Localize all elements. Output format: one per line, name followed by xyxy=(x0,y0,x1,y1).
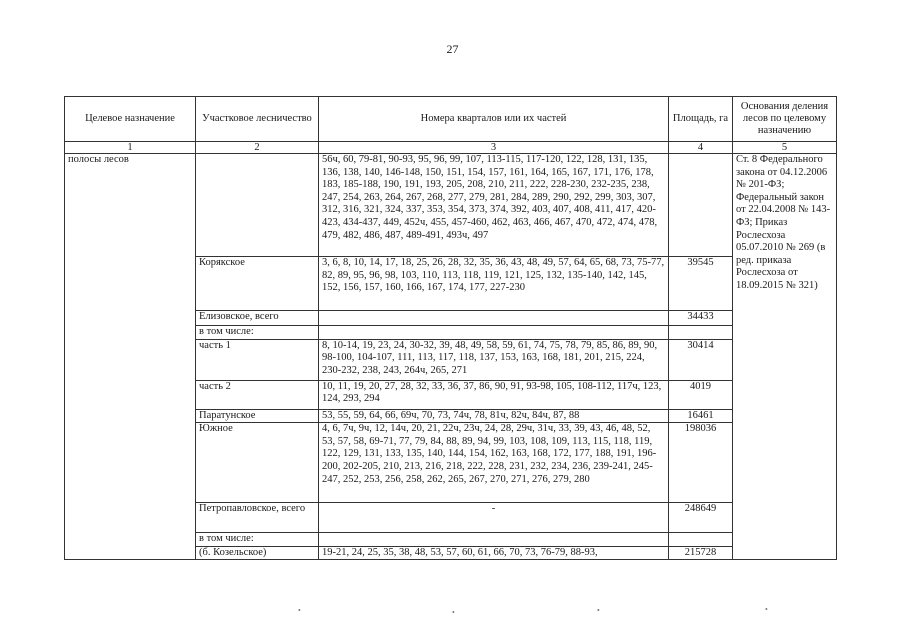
forestry-cell: часть 1 xyxy=(196,339,319,380)
area-cell: 16461 xyxy=(669,409,733,423)
column-number: 3 xyxy=(319,142,669,154)
forestry-cell xyxy=(196,154,319,257)
forestry-cell: Паратунское xyxy=(196,409,319,423)
forestry-cell: Петропавловское, всего xyxy=(196,503,319,533)
area-cell: 4019 xyxy=(669,380,733,409)
grounds-cell: Ст. 8 Федерального закона от 04.12.2006 № 201-ФЗ; Федеральный закон от 22.04.2008 № 143-ФЗ; Приказ Рослесхоза 05.07.2010 № 269 (в ред. приказа Рослесхоза от 18.09.2015 № 321) xyxy=(733,154,837,560)
forestry-cell: Южное xyxy=(196,423,319,503)
table-row xyxy=(65,154,837,257)
area-cell: 30414 xyxy=(669,339,733,380)
forestry-cell: Корякское xyxy=(196,257,319,311)
forestry-cell: часть 2 xyxy=(196,380,319,409)
column-number: 4 xyxy=(669,142,733,154)
quarters-cell: 53, 55, 59, 64, 66, 69ч, 70, 73, 74ч, 78, 81ч, 82ч, 84ч, 87, 88 xyxy=(319,409,669,423)
scan-speck: • xyxy=(597,606,600,615)
scan-speck: • xyxy=(298,606,301,615)
area-cell: 248649 xyxy=(669,503,733,533)
area-cell: 215728 xyxy=(669,546,733,560)
quarters-cell xyxy=(319,311,669,326)
area-cell xyxy=(669,326,733,340)
purpose-cell: полосы лесов xyxy=(65,154,196,560)
header-purpose: Целевое назначение xyxy=(65,97,196,142)
forestry-cell: (б. Козельское) xyxy=(196,546,319,560)
forest-quarters-table xyxy=(64,96,837,560)
page-number: 27 xyxy=(446,42,459,56)
column-number: 2 xyxy=(196,142,319,154)
column-number-row xyxy=(65,142,837,154)
area-cell xyxy=(669,154,733,257)
quarters-cell: 10, 11, 19, 20, 27, 28, 32, 33, 36, 37, 86, 90, 91, 93-98, 105, 108-112, 117ч, 123, 124, 293, 294 xyxy=(319,380,669,409)
quarters-cell: 4, 6, 7ч, 9ч, 12, 14ч, 20, 21, 22ч, 23ч, 24, 28, 29ч, 31ч, 33, 39, 43, 46, 48, 52, 53, 57, 58, 69-71, 77, 79, 84, 88, 89, 94, 99, 103, 108, 109, 113, 115, 118, 119, 122, 129, 131, 133, 135, 140, 144, 154, 162, 163, 168, 172, 177, 188, 191, 196-200, 202-205, 210, 213, 216, 218, 222, 228, 231, 232, 234, 236, 239-241, 245-247, 252, 253, 256, 258, 262, 265, 267, 270, 271, 276, 279, 280 xyxy=(319,423,669,503)
quarters-cell: 56ч, 60, 79-81, 90-93, 95, 96, 99, 107, 113-115, 117-120, 122, 128, 131, 135, 136, 138, 140, 146-148, 150, 151, 154, 157, 161, 164, 165, 167, 171, 176, 178, 183, 185-188, 190, 191, 193, 205, 208, 210, 211, 222, 228-230, 232-235, 238, 247, 254, 263, 264, 267, 268, 277, 279, 281, 284, 289, 290, 292, 299, 303, 307, 312, 316, 321, 324, 337, 353, 354, 373, 374, 392, 403, 407, 408, 411, 417, 420-423, 434-437, 449, 452ч, 455, 457-460, 462, 463, 466, 467, 470, 472, 474, 478, 479, 482, 486, 487, 489-491, 493ч, 497 xyxy=(319,154,669,257)
quarters-cell xyxy=(319,326,669,340)
area-cell: 198036 xyxy=(669,423,733,503)
quarters-cell: - xyxy=(319,503,669,533)
header-quarters: Номера кварталов или их частей xyxy=(319,97,669,142)
column-number: 1 xyxy=(65,142,196,154)
forestry-cell: в том числе: xyxy=(196,533,319,547)
area-cell xyxy=(669,533,733,547)
area-cell: 34433 xyxy=(669,311,733,326)
column-number: 5 xyxy=(733,142,837,154)
quarters-cell: 8, 10-14, 19, 23, 24, 30-32, 39, 48, 49, 58, 59, 61, 74, 75, 78, 79, 85, 86, 89, 90, 98-100, 104-107, 111, 113, 117, 118, 137, 153, 163, 168, 181, 201, 215, 224, 230-232, 238, 243, 264ч, 265, 271 xyxy=(319,339,669,380)
header-forestry: Участковое лесничество xyxy=(196,97,319,142)
quarters-cell: 3, 6, 8, 10, 14, 17, 18, 25, 26, 28, 32, 35, 36, 43, 48, 49, 57, 64, 65, 68, 73, 75-77, 82, 89, 95, 96, 98, 103, 110, 113, 118, 119, 121, 125, 132, 135-140, 142, 145, 152, 156, 157, 160, 166, 167, 174, 177, 227-230 xyxy=(319,257,669,311)
header-area: Площадь, га xyxy=(669,97,733,142)
quarters-cell xyxy=(319,533,669,547)
forestry-cell: в том числе: xyxy=(196,326,319,340)
area-cell: 39545 xyxy=(669,257,733,311)
forestry-cell: Елизовское, всего xyxy=(196,311,319,326)
table-header-row xyxy=(65,97,837,142)
scan-speck: • xyxy=(765,605,768,614)
scan-speck: • xyxy=(452,608,455,617)
header-grounds: Основания деления лесов по целевому назначению xyxy=(733,97,837,142)
quarters-cell: 19-21, 24, 25, 35, 38, 48, 53, 57, 60, 61, 66, 70, 73, 76-79, 88-93, xyxy=(319,546,669,560)
